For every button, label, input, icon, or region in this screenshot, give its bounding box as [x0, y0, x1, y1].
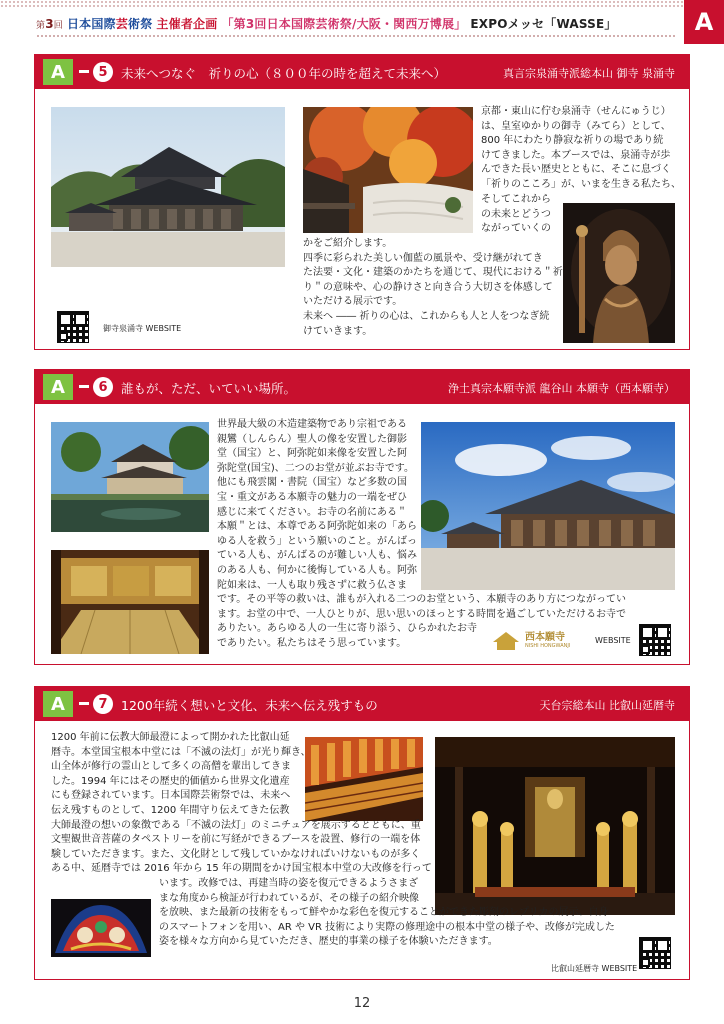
header-headline: 「第3回日本国際芸術祭/大阪・関西万博展」 [221, 17, 467, 31]
autumn-garden-photo [303, 107, 473, 233]
section-organization: 天台宗総本山 比叡山延暦寺 [539, 699, 675, 712]
section-a5-body-lower: かをご紹介します。 四季に彩られた美しい伽藍の風景や、受け継がれてき た法要・文化・建築のかたちを通じて、現代における＂祈 り＂の意味や、心の静けさと向き合う大切さを体感して いただける展示です。 未来へ ―― 祈りの心は、これからも人と人をつなぎ続 けていきます。 [303, 238, 563, 337]
section-a7-body-lower: います。改修では、再建当時の姿を復元できるようさまざ まな角度から検証が行われているが、その様子の紹介映像 を放映、また最新の技術をもって鮮やかな彩色を復元することができた彫刻のレプリカの展示、自身 のスマートフォンを用い、AR や VR 技術により実際の修理途中の根本中堂の様子や、改修が完成した 姿を様々な方向から見ていただき、歴史的事業の様子を体験いただきます。 [159, 878, 615, 948]
section-organization: 真言宗泉涌寺派総本山 御寺 泉涌寺 [503, 67, 675, 80]
logo-name: 西本願寺 [525, 632, 565, 643]
header-venue: EXPOメッセ「WASSE」 [470, 17, 617, 31]
section-title: 未来へつなぐ 祈りの心（８００年の時を超えて未来へ） [121, 66, 447, 81]
section-number: 7 [93, 694, 113, 714]
header-title: 第3回 日本国際芸術祭 主催者企画 「第3回日本国際芸術祭/大阪・関西万博展」 EXPOメッセ「WASSE」 [36, 17, 617, 31]
logo-subtitle: NISHI HONGWANJI [525, 643, 571, 649]
section-title: 1200年続く想いと文化、未来へ伝え残すもの [121, 698, 378, 713]
header-divider [36, 34, 676, 38]
page-number: 12 [353, 996, 371, 1011]
website-link[interactable]: 比叡山延暦寺 WEBSITE [551, 964, 638, 973]
corner-section-tab: A [684, 0, 724, 44]
section-a7 [34, 686, 690, 980]
section-a5 [34, 54, 690, 350]
qr-code[interactable] [57, 311, 89, 343]
section-a5-body-wrap: そしてこれから の未来とどうつ ながっていくの [481, 194, 551, 235]
website-link[interactable]: 御寺泉涌寺 WEBSITE [103, 324, 182, 333]
header-plan: 主催者企画 [156, 17, 218, 31]
painted-carving-photo [51, 899, 151, 957]
section-a7-body: 1200 年前に伝教大師最澄によって開かれた比叡山延 暦寺。本堂国宝根本中堂には「不滅の法灯」が光り輝き、 山全体が修行の霊山として多くの高僧を輩出してきま した。1994 年にはその歴史的価値から世界文化遺産 にも登録されています。日本国際芸術祭では、未来へ 伝え残すものとして、1200 年間守り伝えてきた伝教 大師最澄の想いの象徴である「不滅の法灯」のミニチュアを展示するとともに、重 文聖観世音菩薩のタペストリーを前に写経ができるブースを設置、修行の一端を体 験していただきます。また、文化財として残していかなければいけないものが多く ある中、延暦寺では 2016 年から 15 年の期間をかけ国宝根本中堂の大改修を行って [51, 732, 432, 875]
section-title: 誰もが、ただ、いていい場所。 [121, 381, 297, 396]
badge-dash [79, 385, 89, 388]
section-a7-header [35, 687, 689, 721]
section-number: 6 [93, 377, 113, 397]
qr-code[interactable] [639, 624, 671, 656]
section-a5-header [35, 55, 689, 89]
page-header [0, 6, 724, 36]
badge-dash [79, 702, 89, 705]
section-a6-body: 世界最大級の木造建築物であり宗祖である 親鸞（しんらん）聖人の像を安置した御影 堂（国宝）と、阿弥陀如来像を安置した阿 弥陀堂(国宝)、二つのお堂が並ぶお寺です。 他にも飛雲閣・書院（国宝）など多数の国 宝・重文がある本願寺の魅力の一端をぜひ 感じに来てください。お寺の名前にある＂ 本願＂とは、本尊である阿弥陀如来の「あら ゆる人を救う」という願いのこと。がんばっ ている人も、がんばるのが難しい人も、悩み のある人も、何かに後悔している人も。阿弥 陀如来は、一人も取り残さずに救う仏さま です。その平等の救いは、誰もが入れる二つのお堂という、本願寺のあり方につながってい ます。お堂の中で、一人ひとりが、思い思いのほっとする時間を過ごしていただけるお寺で ありたい。あらゆる人の一生に寄り添う、ひらかれたお寺 でありたい。私たちはそう思っています。 [217, 419, 626, 649]
section-a6 [34, 369, 690, 665]
section-badge: A [43, 374, 73, 400]
buddha-statue-photo [563, 203, 675, 343]
pond-garden-photo [51, 422, 209, 532]
badge-dash [79, 70, 89, 73]
website-link[interactable]: WEBSITE [595, 636, 631, 645]
qr-code[interactable] [639, 937, 671, 969]
section-number: 5 [93, 62, 113, 82]
nishi-hongwanji-logo [491, 626, 575, 656]
section-badge: A [43, 59, 73, 85]
section-organization: 浄土真宗本願寺派 龍谷山 本願寺（西本願寺） [448, 382, 675, 395]
section-badge: A [43, 691, 73, 717]
section-a6-header [35, 370, 689, 404]
shoin-interior-photo [51, 550, 209, 654]
temple-hall-photo [51, 107, 285, 267]
section-a5-body: 京都・東山に佇む泉涌寺（せんにゅうじ） は、皇室ゆかりの御寺（みてら）として、 800 年にわたり静寂な祈りの場であり続 けてきました。本ブースでは、泉涌寺が歩 んできた長い歴史とともに、そこに息づく 「祈りのこころ」が、いまを生きる私たち、 [481, 106, 681, 190]
